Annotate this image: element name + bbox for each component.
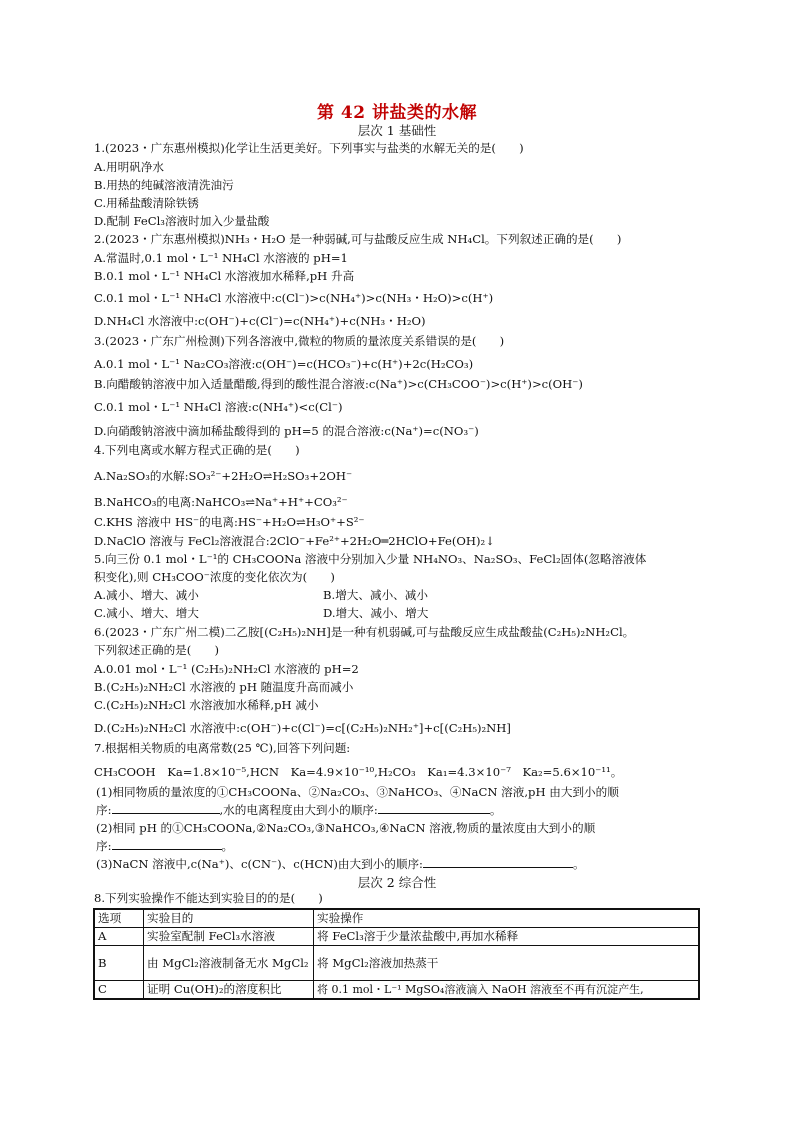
q5-option-a: A.减小、增大、减小: [94, 588, 199, 602]
section-heading-level1: 层次 1 基础性: [357, 123, 437, 138]
table-cell: B: [94, 946, 144, 981]
q7-part1-blank-ph[interactable]: [112, 802, 220, 814]
table-cell: 实验室配制 FeCl₃水溶液: [144, 928, 314, 946]
q4-option-c: C.KHS 溶液中 HS⁻的电离:HS⁻+H₂O⇌H₃O⁺+S²⁻: [94, 515, 365, 529]
table-header-cell: 实验目的: [144, 909, 314, 928]
q7-part3-line: [96, 856, 585, 872]
question-4-stem: 4.下列电离或水解方程式正确的是( ): [94, 443, 300, 457]
q4-option-d: D.NaClO 溶液与 FeCl₂溶液混合:2ClO⁻+Fe²⁺+2H₂O═2HClO+Fe(OH)₂↓: [94, 534, 495, 548]
q7-constants: CH₃COOH Ka=1.8×10⁻⁵,HCN Ka=4.9×10⁻¹⁰,H₂CO₃ Ka₁=4.3×10⁻⁷ Ka₂=5.6×10⁻¹¹。: [94, 765, 623, 779]
q7-part2-line2: [96, 838, 233, 854]
q1-option-d: D.配制 FeCl₃溶液时加入少量盐酸: [94, 214, 270, 228]
q1-option-b: B.用热的纯碱溶液清洗油污: [94, 178, 234, 192]
q2-option-a: A.常温时,0.1 mol・L⁻¹ NH₄Cl 水溶液的 pH=1: [94, 251, 348, 265]
page-title: 第 42 讲盐类的水解: [317, 103, 477, 123]
table-cell: C: [94, 981, 144, 1000]
q7-part3-period: 。: [572, 857, 585, 871]
q7-part1-line1: (1)相同物质的量浓度的①CH₃COONa、②Na₂CO₃、③NaHCO₃、④NaCN 溶液,pH 由大到小的顺: [96, 785, 619, 799]
q2-option-c: C.0.1 mol・L⁻¹ NH₄Cl 水溶液中:c(Cl⁻)>c(NH₄⁺)>c(NH₃・H₂O)>c(H⁺): [94, 291, 494, 305]
question-2-stem: 2.(2023・广东惠州模拟)NH₃・H₂O 是一种弱碱,可与盐酸反应生成 NH₄Cl。下列叙述正确的是( ): [94, 232, 622, 246]
table-row: [94, 946, 699, 981]
q7-part2-period: 。: [221, 839, 234, 853]
q5-option-d: D.增大、减小、增大: [323, 606, 429, 620]
q7-part1-prefix: 序:: [96, 803, 112, 817]
table-row: [94, 928, 699, 946]
q3-option-a: A.0.1 mol・L⁻¹ Na₂CO₃溶液:c(OH⁻)=c(HCO₃⁻)+c(H⁺)+2c(H₂CO₃): [94, 357, 474, 371]
question-6-stem-line1: 6.(2023・广东广州二模)二乙胺[(C₂H₅)₂NH]是一种有机弱碱,可与盐酸反应生成盐酸盐(C₂H₅)₂NH₂Cl。: [94, 625, 635, 639]
q7-part1-blank-ionization[interactable]: [378, 802, 490, 814]
q2-option-d: D.NH₄Cl 水溶液中:c(OH⁻)+c(Cl⁻)=c(NH₄⁺)+c(NH₃・H₂O): [94, 314, 426, 328]
q7-part3-blank[interactable]: [423, 856, 573, 868]
table-header-row: [94, 909, 699, 928]
question-3-stem: 3.(2023・广东广州检测)下列各溶液中,微粒的物质的量浓度关系错误的是( ): [94, 334, 505, 348]
question-7-stem: 7.根据相关物质的电离常数(25 ℃),回答下列问题:: [94, 741, 351, 755]
table-cell: 将 MgCl₂溶液加热蒸干: [314, 946, 700, 981]
q1-option-c: C.用稀盐酸清除铁锈: [94, 196, 199, 210]
table-cell: A: [94, 928, 144, 946]
q5-option-b: B.增大、减小、减小: [323, 588, 428, 602]
q2-option-b: B.0.1 mol・L⁻¹ NH₄Cl 水溶液加水稀释,pH 升高: [94, 269, 355, 283]
table-cell: 将 FeCl₃溶于少量浓盐酸中,再加水稀释: [314, 928, 700, 946]
q6-option-b: B.(C₂H₅)₂NH₂Cl 水溶液的 pH 随温度升高而减小: [94, 680, 354, 694]
table-cell: 由 MgCl₂溶液制备无水 MgCl₂: [144, 946, 314, 981]
q7-part1-mid: ,水的电离程度由大到小的顺序:: [219, 803, 378, 817]
section-heading-level2: 层次 2 综合性: [357, 875, 437, 890]
table-row: [94, 981, 699, 1000]
question-5-stem-line2: 积变化),则 CH₃COO⁻浓度的变化依次为( ): [94, 570, 335, 584]
q8-options-table: [93, 908, 700, 1000]
q7-part2-prefix: 序:: [96, 839, 112, 853]
q7-part1-line2: [96, 802, 501, 818]
q6-option-c: C.(C₂H₅)₂NH₂Cl 水溶液加水稀释,pH 减小: [94, 698, 319, 712]
q4-option-b: B.NaHCO₃的电离:NaHCO₃⇌Na⁺+H⁺+CO₃²⁻: [94, 495, 348, 509]
q6-option-a: A.0.01 mol・L⁻¹ (C₂H₅)₂NH₂Cl 水溶液的 pH=2: [94, 662, 359, 676]
question-1-stem: 1.(2023・广东惠州模拟)化学让生活更美好。下列事实与盐类的水解无关的是( ): [94, 141, 524, 155]
question-8-stem: 8.下列实验操作不能达到实验目的的是( ): [94, 891, 323, 905]
question-5-stem-line1: 5.向三份 0.1 mol・L⁻¹的 CH₃COONa 溶液中分别加入少量 NH₄NO₃、Na₂SO₃、FeCl₂固体(忽略溶液体: [94, 552, 647, 566]
q7-part2-blank[interactable]: [112, 838, 222, 850]
q1-option-a: A.用明矾净水: [94, 160, 165, 174]
q3-option-d: D.向硝酸钠溶液中滴加稀盐酸得到的 pH=5 的混合溶液:c(Na⁺)=c(NO₃⁻): [94, 424, 479, 438]
q4-option-a: A.Na₂SO₃的水解:SO₃²⁻+2H₂O⇌H₂SO₃+2OH⁻: [94, 469, 353, 483]
q7-part2-line1: (2)相同 pH 的①CH₃COONa,②Na₂CO₃,③NaHCO₃,④NaCN 溶液,物质的量浓度由大到小的顺: [96, 821, 596, 835]
q3-option-c: C.0.1 mol・L⁻¹ NH₄Cl 溶液:c(NH₄⁺)<c(Cl⁻): [94, 400, 343, 414]
q5-option-c: C.减小、增大、增大: [94, 606, 199, 620]
q7-part3-text: (3)NaCN 溶液中,c(Na⁺)、c(CN⁻)、c(HCN)由大到小的顺序:: [96, 857, 423, 871]
question-6-stem-line2: 下列叙述正确的是( ): [94, 643, 219, 657]
table-cell: 证明 Cu(OH)₂的溶度积比: [144, 981, 314, 1000]
table-cell: 将 0.1 mol・L⁻¹ MgSO₄溶液滴入 NaOH 溶液至不再有沉淀产生,: [314, 981, 700, 1000]
q6-option-d: D.(C₂H₅)₂NH₂Cl 水溶液中:c(OH⁻)+c(Cl⁻)=c[(C₂H₅)₂NH₂⁺]+c[(C₂H₅)₂NH]: [94, 721, 511, 735]
table-header-cell: 实验操作: [314, 909, 700, 928]
table-header-cell: 选项: [94, 909, 144, 928]
q7-part1-period: 。: [489, 803, 502, 817]
q3-option-b: B.向醋酸钠溶液中加入适量醋酸,得到的酸性混合溶液:c(Na⁺)>c(CH₃COO⁻)>c(H⁺)>c(OH⁻): [94, 377, 583, 391]
